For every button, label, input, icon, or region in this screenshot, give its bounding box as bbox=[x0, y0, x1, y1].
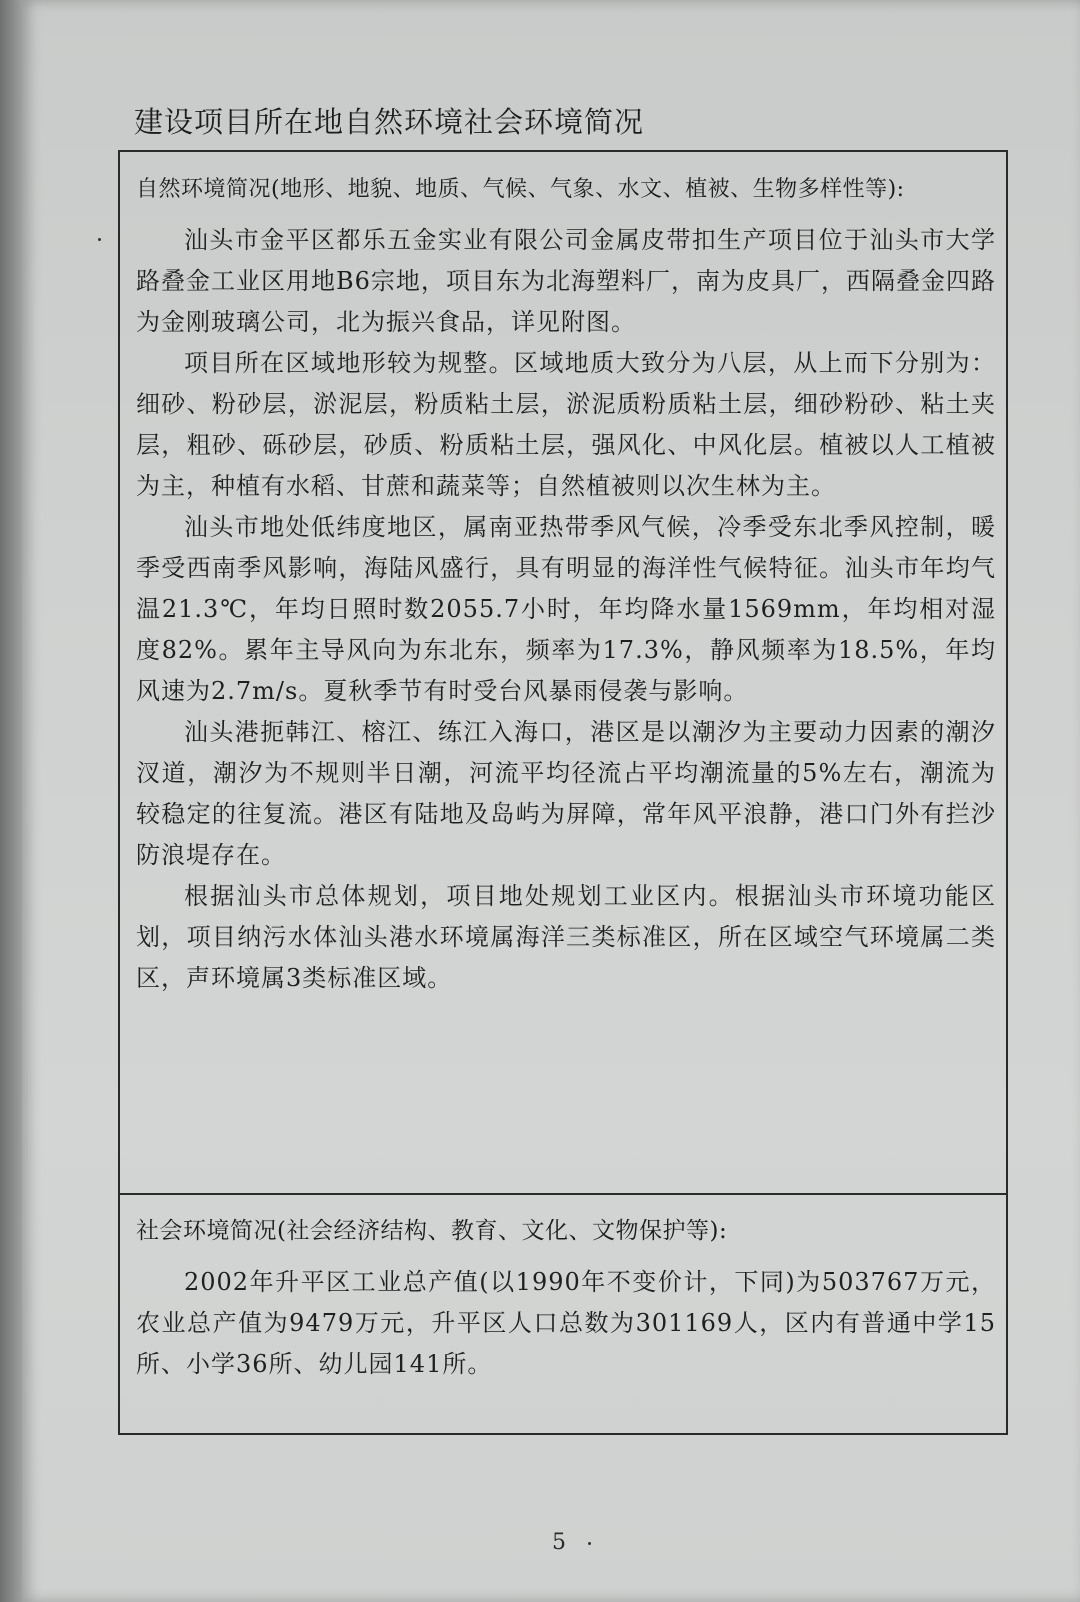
social-environment-label: 社会环境简况(社会经济结构、教育、文化、文物保护等): bbox=[136, 1218, 728, 1244]
paragraph-planning: 根据汕头市总体规划，项目地处规划工业区内。根据汕头市环境功能区划，项目纳污水体汕头港水环境属海洋三类标准区，所在区域空气环境属二类区，声环境属3类标准区域。 bbox=[136, 882, 996, 992]
content-frame bbox=[118, 150, 1008, 1435]
paragraph-geology: 项目所在区域地形较为规整。区域地质大致分为八层，从上而下分别为：细砂、粉砂层，淤泥层，粉质粘土层，淤泥质粉质粘土层，细砂粉砂、粘土夹层，粗砂、砾砂层，砂质、粉质粘土层，强风化、中风化层。植被以人工植被为主，种植有水稻、甘蔗和蔬菜等；自然植被则以次生林为主。 bbox=[136, 349, 996, 500]
paper-speck bbox=[98, 238, 101, 241]
natural-environment-text bbox=[136, 220, 996, 999]
paragraph-economy: 2002年升平区工业总产值(以1990年不变价计，下同)为503767万元，农业总产值为9479万元，升平区人口总数为301169人，区内有普通中学15所、小学36所、幼儿园141所。 bbox=[136, 1268, 996, 1378]
social-environment-text bbox=[136, 1262, 996, 1385]
section-heading: 建设项目所在地自然环境社会环境简况 bbox=[134, 105, 645, 139]
page-number: 5 bbox=[552, 1530, 566, 1555]
paragraph-location: 汕头市金平区都乐五金实业有限公司金属皮带扣生产项目位于汕头市大学路叠金工业区用地B6宗地，项目东为北海塑料厂，南为皮具厂，西隔叠金四路为金刚玻璃公司，北为振兴食品，详见附图。 bbox=[136, 226, 996, 336]
paper-speck bbox=[588, 1542, 591, 1545]
paragraph-hydrology: 汕头港扼韩江、榕江、练江入海口，港区是以潮汐为主要动力因素的潮汐汊道，潮汐为不规则半日潮，河流平均径流占平均潮流量的5%左右，潮流为较稳定的往复流。港区有陆地及岛屿为屏障，常年风平浪静，港口门外有拦沙防浪堤存在。 bbox=[136, 718, 996, 869]
section-divider bbox=[120, 1193, 1006, 1195]
paragraph-climate: 汕头市地处低纬度地区，属南亚热带季风气候，冷季受东北季风控制，暖季受西南季风影响，海陆风盛行，具有明显的海洋性气候特征。汕头市年均气温21.3℃，年均日照时数2055.7小时，年均降水量1569mm，年均相对湿度82%。累年主导风向为东北东，频率为17.3%，静风频率为18.5%，年均风速为2.7m/s。夏秋季节有时受台风暴雨侵袭与影响。 bbox=[136, 513, 996, 705]
natural-environment-label: 自然环境简况(地形、地貌、地质、气候、气象、水文、植被、生物多样性等): bbox=[136, 177, 905, 202]
document-page bbox=[22, 0, 1080, 1602]
book-binding-edge bbox=[0, 0, 24, 1602]
